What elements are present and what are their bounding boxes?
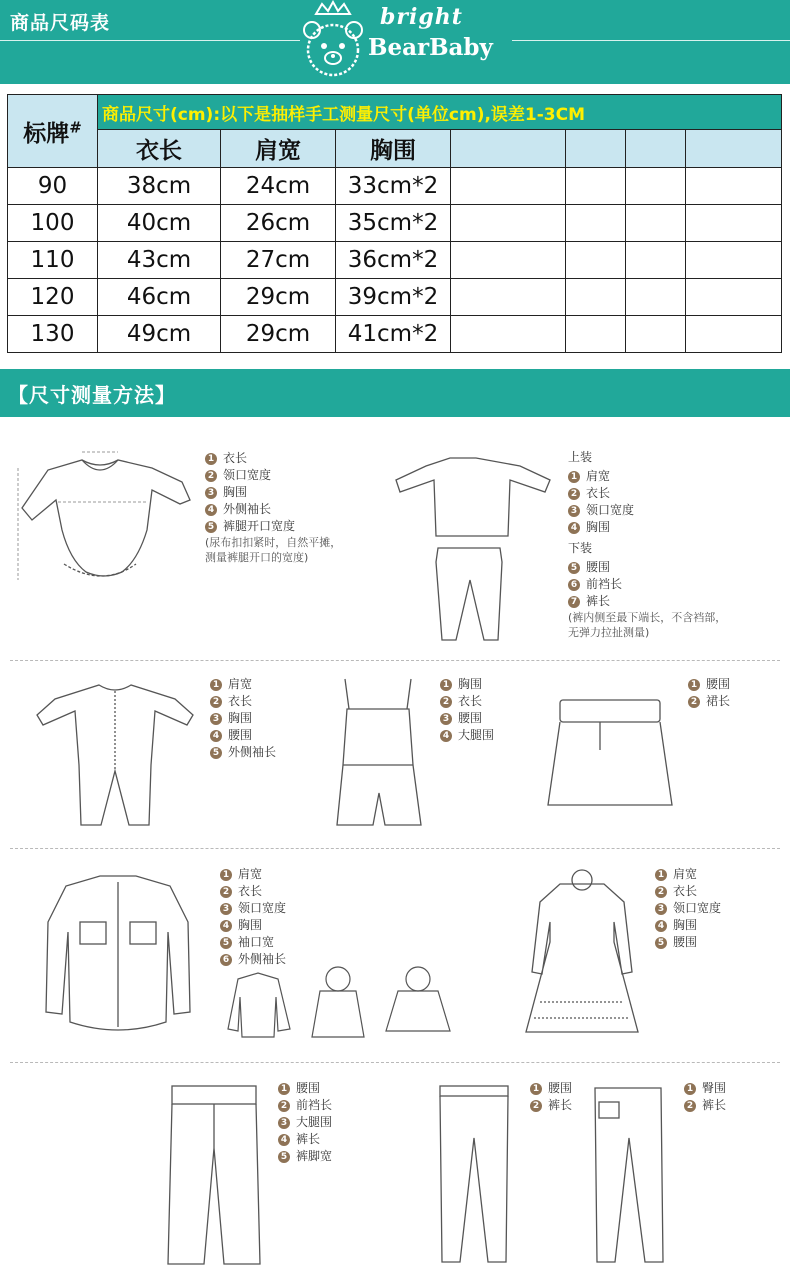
legend-item: 裙长 — [706, 694, 731, 708]
marker-2-icon: 2 — [278, 1100, 290, 1112]
shirt-illustration — [30, 862, 205, 1042]
two-piece-note-line2: 无弹力拉扯测量) — [568, 626, 650, 639]
legend-item: 袖口宽 — [238, 935, 275, 949]
legend-item: 腰围 — [228, 728, 253, 742]
size-cell: 120 — [8, 279, 98, 316]
marker-2-icon: 2 — [655, 886, 667, 898]
legend-item: 领口宽度 — [586, 503, 635, 517]
empty-cell — [451, 205, 566, 242]
bear-logo-icon — [288, 0, 378, 84]
marker-4-icon: 4 — [440, 730, 452, 742]
marker-1-icon: 1 — [530, 1083, 542, 1095]
marker-4-icon: 4 — [278, 1134, 290, 1146]
empty-cell — [566, 205, 626, 242]
marker-4-icon: 4 — [568, 522, 580, 534]
marker-4-icon: 4 — [655, 920, 667, 932]
legend-item: 衣长 — [238, 884, 263, 898]
marker-2-icon: 2 — [684, 1100, 696, 1112]
marker-4-icon: 4 — [205, 504, 217, 516]
empty-cell — [686, 168, 782, 205]
leggings-illustration — [430, 1078, 520, 1268]
table-row — [8, 205, 782, 242]
empty-cell — [686, 205, 782, 242]
column-header-chest: 胸围 — [336, 130, 451, 168]
column-header-empty — [451, 130, 566, 168]
legend-item: 衣长 — [673, 884, 698, 898]
marker-5-icon: 5 — [655, 937, 667, 949]
marker-1-icon: 1 — [220, 869, 232, 881]
marker-3-icon: 3 — [205, 487, 217, 499]
empty-cell — [626, 316, 686, 353]
marker-1-icon: 1 — [440, 679, 452, 691]
empty-cell — [686, 316, 782, 353]
legend-item: 裤长 — [296, 1132, 321, 1146]
bottom-heading: 下装 — [568, 541, 593, 555]
empty-cell — [686, 279, 782, 316]
legend-item: 臀围 — [702, 1081, 727, 1095]
marker-5-icon: 5 — [205, 521, 217, 533]
legend-item: 领口宽度 — [238, 901, 287, 915]
empty-cell — [566, 316, 626, 353]
table-row — [8, 242, 782, 279]
column-header-shoulder: 肩宽 — [221, 130, 336, 168]
romper-illustration — [25, 675, 200, 830]
size-table — [7, 94, 781, 354]
legend-item: 外侧袖长 — [228, 745, 277, 759]
jackets-illustration — [228, 965, 468, 1045]
size-label-header: 标牌# — [8, 95, 98, 168]
legend-item: 裤长 — [702, 1098, 727, 1112]
legend-item: 领口宽度 — [673, 901, 722, 915]
bodysuit-legend — [205, 450, 341, 565]
marker-2-icon: 2 — [688, 696, 700, 708]
legend-item: 前裆长 — [586, 577, 623, 591]
marker-7-icon: 7 — [568, 596, 580, 608]
marker-3-icon: 3 — [278, 1117, 290, 1129]
shoulder-cell: 24cm — [221, 168, 336, 205]
legend-item: 肩宽 — [228, 677, 253, 691]
legend-item: 胸围 — [238, 918, 263, 932]
bodysuit-note-line1: (尿布扣扣紧时，自然平摊， — [205, 536, 342, 549]
brand-name-line1: bright — [380, 4, 463, 30]
legend-item: 腰围 — [706, 677, 731, 691]
marker-2-icon: 2 — [220, 886, 232, 898]
leggings-legend — [530, 1080, 572, 1114]
marker-1-icon: 1 — [684, 1083, 696, 1095]
size-cell: 90 — [8, 168, 98, 205]
legend-item: 腰围 — [673, 935, 698, 949]
marker-2-icon: 2 — [568, 488, 580, 500]
marker-4-icon: 4 — [220, 920, 232, 932]
two-piece-note-line1: (裤内侧至最下端长，不含裆部， — [568, 611, 727, 624]
shoulder-cell: 26cm — [221, 205, 336, 242]
marker-1-icon: 1 — [210, 679, 222, 691]
marker-2-icon: 2 — [210, 696, 222, 708]
marker-1-icon: 1 — [205, 453, 217, 465]
marker-2-icon: 2 — [440, 696, 452, 708]
size-cell: 100 — [8, 205, 98, 242]
shoulder-cell: 29cm — [221, 316, 336, 353]
brand-logo — [288, 0, 528, 84]
legend-item: 衣长 — [228, 694, 253, 708]
chest-cell: 35cm*2 — [336, 205, 451, 242]
legend-item: 前裆长 — [296, 1098, 333, 1112]
empty-cell — [626, 205, 686, 242]
empty-cell — [686, 242, 782, 279]
skirt-legend — [688, 676, 730, 710]
marker-4-icon: 4 — [210, 730, 222, 742]
legend-item: 肩宽 — [586, 469, 611, 483]
legend-item: 大腿围 — [296, 1115, 333, 1129]
marker-1-icon: 1 — [568, 471, 580, 483]
empty-cell — [626, 242, 686, 279]
legend-item: 裤脚宽 — [296, 1149, 333, 1163]
top-heading: 上装 — [568, 450, 593, 464]
length-cell: 38cm — [98, 168, 221, 205]
legend-item: 外侧袖长 — [223, 502, 272, 516]
two-piece-illustration — [390, 440, 560, 645]
brand-name-line2: BearBaby — [368, 34, 493, 61]
legend-item: 胸围 — [458, 677, 483, 691]
bodysuit-illustration — [12, 440, 197, 600]
size-cell: 130 — [8, 316, 98, 353]
marker-3-icon: 3 — [220, 903, 232, 915]
legend-item: 裤长 — [586, 594, 611, 608]
marker-6-icon: 6 — [568, 579, 580, 591]
legend-item: 胸围 — [586, 520, 611, 534]
chest-cell: 39cm*2 — [336, 279, 451, 316]
jumpsuit-illustration — [325, 675, 435, 835]
marker-5-icon: 5 — [278, 1151, 290, 1163]
legend-item: 胸围 — [223, 485, 248, 499]
legend-item: 腰围 — [586, 560, 611, 574]
empty-cell — [626, 168, 686, 205]
column-header-empty — [686, 130, 782, 168]
header-divider-right — [512, 40, 790, 41]
legend-item: 衣长 — [458, 694, 483, 708]
empty-cell — [626, 279, 686, 316]
length-cell: 46cm — [98, 279, 221, 316]
legend-item: 胸围 — [228, 711, 253, 725]
column-header-length: 衣长 — [98, 130, 221, 168]
marker-1-icon: 1 — [655, 869, 667, 881]
empty-cell — [451, 168, 566, 205]
divider — [10, 848, 780, 849]
legend-item: 裤腿开口宽度 — [223, 519, 296, 533]
legend-item: 腰围 — [548, 1081, 573, 1095]
marker-5-icon: 5 — [210, 747, 222, 759]
size-cell: 110 — [8, 242, 98, 279]
legend-item: 衣长 — [586, 486, 611, 500]
marker-5-icon: 5 — [568, 562, 580, 574]
section-header-band — [0, 369, 790, 417]
romper-legend — [210, 676, 276, 761]
pants-illustration — [585, 1078, 675, 1268]
divider — [10, 1062, 780, 1063]
empty-cell — [566, 242, 626, 279]
length-cell: 49cm — [98, 316, 221, 353]
header-band — [0, 0, 790, 84]
marker-2-icon: 2 — [205, 470, 217, 482]
legend-item: 外侧袖长 — [238, 952, 287, 966]
jeans-illustration — [160, 1078, 270, 1270]
empty-cell — [451, 316, 566, 353]
chest-cell: 33cm*2 — [336, 168, 451, 205]
measurement-note: 商品尺寸(cm):以下是抽样手工测量尺寸(单位cm),误差1-3CM — [98, 95, 782, 130]
dress-legend — [655, 866, 721, 951]
empty-cell — [566, 168, 626, 205]
table-row — [8, 316, 782, 353]
marker-3-icon: 3 — [440, 713, 452, 725]
marker-3-icon: 3 — [210, 713, 222, 725]
bodysuit-note-line2: 测量裤腿开口的宽度) — [205, 551, 309, 564]
divider — [10, 660, 780, 661]
legend-item: 大腿围 — [458, 728, 495, 742]
section-title: 【尺寸测量方法】 — [8, 383, 176, 407]
marker-1-icon: 1 — [688, 679, 700, 691]
legend-item: 腰围 — [458, 711, 483, 725]
legend-item: 衣长 — [223, 451, 248, 465]
page-title: 商品尺码表 — [10, 12, 111, 34]
skirt-illustration — [540, 690, 680, 815]
two-piece-legend — [568, 445, 726, 640]
header-divider-left — [0, 40, 300, 41]
shoulder-cell: 29cm — [221, 279, 336, 316]
column-header-empty — [626, 130, 686, 168]
legend-item: 肩宽 — [673, 867, 698, 881]
length-cell: 43cm — [98, 242, 221, 279]
column-header-empty — [566, 130, 626, 168]
marker-1-icon: 1 — [278, 1083, 290, 1095]
marker-2-icon: 2 — [530, 1100, 542, 1112]
table-row — [8, 168, 782, 205]
shoulder-cell: 27cm — [221, 242, 336, 279]
empty-cell — [451, 242, 566, 279]
legend-item: 腰围 — [296, 1081, 321, 1095]
pants-legend — [684, 1080, 726, 1114]
legend-item: 裤长 — [548, 1098, 573, 1112]
jumpsuit-legend — [440, 676, 494, 744]
chest-cell: 36cm*2 — [336, 242, 451, 279]
dress-illustration — [520, 862, 645, 1047]
marker-3-icon: 3 — [655, 903, 667, 915]
shirt-legend — [220, 866, 286, 968]
table-row — [8, 279, 782, 316]
marker-6-icon: 6 — [220, 954, 232, 966]
marker-5-icon: 5 — [220, 937, 232, 949]
empty-cell — [451, 279, 566, 316]
chest-cell: 41cm*2 — [336, 316, 451, 353]
marker-3-icon: 3 — [568, 505, 580, 517]
legend-item: 领口宽度 — [223, 468, 272, 482]
legend-item: 肩宽 — [238, 867, 263, 881]
legend-item: 胸围 — [673, 918, 698, 932]
length-cell: 40cm — [98, 205, 221, 242]
empty-cell — [566, 279, 626, 316]
jeans-legend — [278, 1080, 332, 1165]
